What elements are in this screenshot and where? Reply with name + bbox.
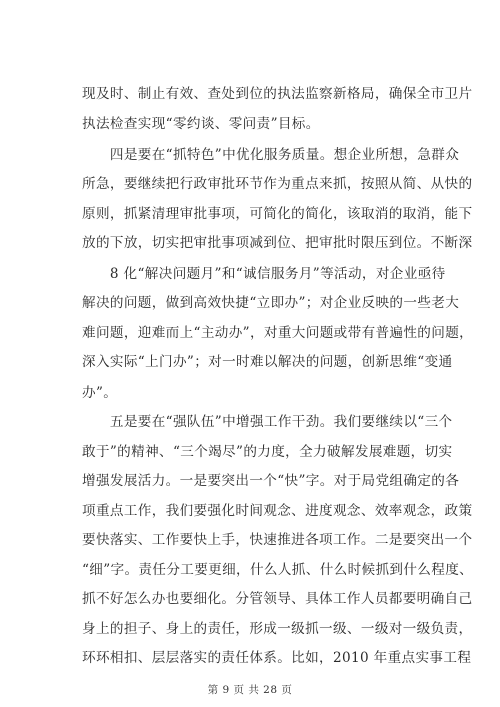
text-line: 解决的问题，做到高效快捷“立即办”；对企业反映的一些老大 (82, 295, 460, 311)
text-line: 放的下放，切实把审批事项减到位、把审批时限压到位。不断深 (82, 235, 473, 251)
text-line: 办”。 (82, 385, 118, 401)
text-line: 抓不好怎么办也要细化。分管领导、具体工作人员都要明确自己 (82, 591, 473, 607)
text-line: “细”字。责任分工要更细，什么人抓、什么时候抓到什么程度、 (82, 562, 474, 578)
text-line: 8 化“解决问题月”和“诚信服务月”等活动，对企业亟待 (82, 266, 446, 282)
text-line: 现及时、制止有效、查处到位的执法监察新格局，确保全市卫片 (82, 86, 473, 102)
text-line: 五是要在“强队伍”中增强工作干劲。我们要继续以“三个 (82, 414, 453, 430)
text-line: 四是要在“抓特色”中优化服务质量。想企业所想，急群众 (82, 147, 460, 163)
text-line: 增强发展活力。一是要突出一个“快”字。对于局党组确定的各 (82, 473, 460, 489)
text-line: 深入实际“上门办”；对一时难以解决的问题，创新思维“变通 (82, 354, 453, 370)
page-number-footer: 第 9 页 共 28 页 (207, 684, 293, 696)
text-line: 要快落实、工作要快上手，快速推进各项工作。二是要突出一个 (82, 532, 473, 548)
text-line: 原则，抓紧清理审批事项，可简化的简化，该取消的取消，能下 (82, 206, 473, 222)
text-line: 身上的担子、身上的责任，形成一级抓一级、一级对一级负责， (82, 621, 473, 637)
text-line: 所急，要继续把行政审批环节作为重点来抓，按照从简、从快的 (82, 176, 473, 192)
text-line: 执法检查实现“零约谈、零问责”目标。 (82, 116, 320, 132)
text-line: 敢于”的精神、“三个竭尽”的力度，全力破解发展难题，切实 (82, 444, 453, 460)
text-line: 环环相扣、层层落实的责任体系。比如，2010 年重点实事工程 (82, 650, 472, 666)
text-line: 项重点工作，我们要强化时间观念、进度观念、效率观念，政策 (82, 503, 473, 519)
text-line: 难问题，迎难而上“主动办”，对重大问题或带有普遍性的问题， (82, 325, 474, 341)
